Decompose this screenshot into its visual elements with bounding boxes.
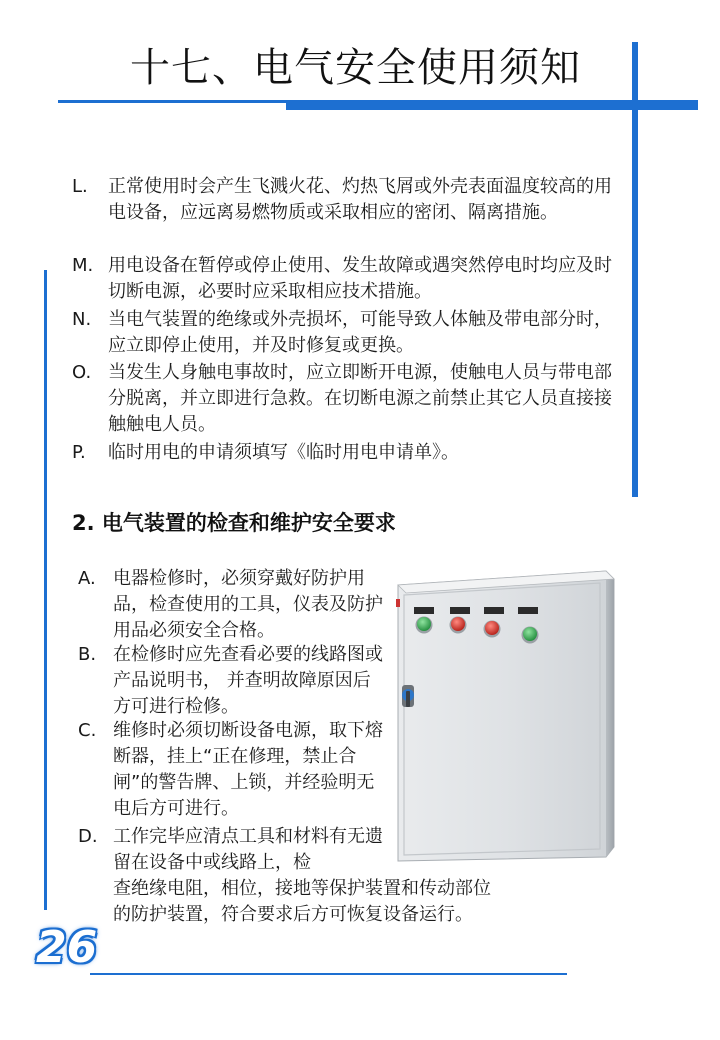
list-text: 当电气装置的绝缘或外壳损坏，可能导致人体触及带电部分时，应立即停止使用，并及时修复或更换。	[108, 309, 612, 356]
list-letter: A.	[78, 568, 96, 589]
list-text: 在检修时应先查看必要的线路图或产品说明书， 并查明故障原因后方可进行检修。	[113, 644, 383, 717]
list-text: 正常使用时会产生飞溅火花、灼热飞屑或外壳表面温度较高的用电设备，应远离易燃物质或采取相应的密闭、隔离措施。	[108, 176, 612, 223]
list-text: 电器检修时，必须穿戴好防护用品，检查使用的工具，仪表及防护用品必须安全合格。	[113, 568, 383, 641]
page-number: 26	[36, 922, 98, 973]
list-text-part1: 工作完毕应清点工具和材料有无遗留在设备中或线路上，检	[113, 826, 383, 873]
list-letter: M.	[72, 255, 94, 276]
list-letter: L.	[72, 176, 88, 197]
list-letter: C.	[78, 720, 97, 741]
list-item-o	[0, 360, 720, 440]
section-heading: 2. 电气装置的检查和维护安全要求	[72, 511, 396, 535]
list-letter: O.	[72, 362, 92, 383]
footer-rule	[90, 973, 567, 975]
list-letter: N.	[72, 309, 92, 330]
list-text: 维修时必须切断设备电源，取下熔断器，挂上“正在修理，禁止合闸”的警告牌、上锁，并经验明无电后方可进行。	[113, 720, 383, 819]
page-title: 十七、电气安全使用须知	[130, 45, 581, 91]
list-item-b	[0, 642, 400, 722]
list-item-c	[0, 718, 400, 824]
list-text-part2: 查绝缘电阻，相位，接地等保护装置和传动部位的防护装置，符合要求后方可恢复设备运行。	[113, 878, 491, 925]
list-letter: D.	[78, 826, 98, 847]
list-letter: B.	[78, 644, 97, 665]
title-underline-thick	[286, 100, 698, 110]
list-item-p	[0, 440, 720, 468]
list-text: 当发生人身触电事故时，应立即断开电源，使触电人员与带电部分脱离，并立即进行急救。在切断电源之前禁止其它人员直接接触触电人员。	[108, 362, 612, 435]
list-item-n	[0, 307, 720, 361]
list-text: 用电设备在暂停或停止使用、发生故障或遇突然停电时均应及时切断电源，必要时应采取相应技术措施。	[108, 255, 612, 302]
list-item-l	[0, 174, 720, 254]
list-item-a	[0, 566, 400, 646]
list-item-m	[0, 253, 720, 307]
electrical-cabinet-illustration	[388, 565, 620, 865]
list-letter: P.	[72, 442, 86, 463]
list-text: 临时用电的申请须填写《临时用电申请单》。	[108, 442, 459, 463]
